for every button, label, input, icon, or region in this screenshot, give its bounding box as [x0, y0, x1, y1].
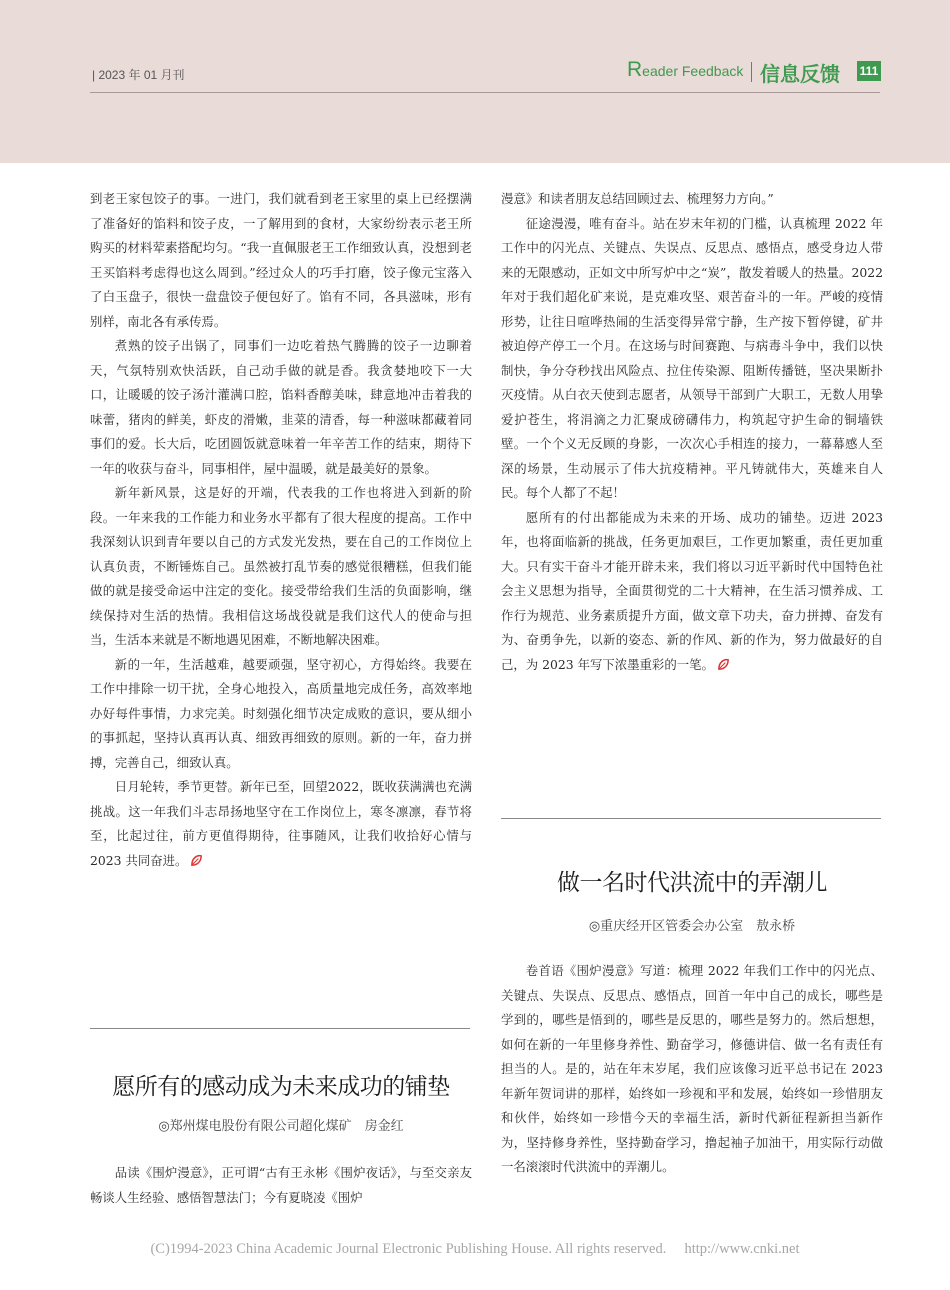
paragraph: 到老王家包饺子的事。一进门，我们就看到老王家里的桌上已经摆满了准备好的馅料和饺子皮，一了解用到的食材，大家纷纷表示老王所购买的材料荤素搭配均匀。“我一直佩服老王工作细致认真，没想到老王买馅料考虑得也这么周到。”经过众人的巧手打磨，饺子像元宝落入了白玉盘子，很快一盘盘饺子便包好了。馅有不同，各具滋味，形有别样，南北各有承传焉。	[90, 191, 472, 329]
paragraph: 卷首语《围炉漫意》写道：梳理 2022 年我们工作中的闪光点、关键点、失误点、反思点、感悟点，回首一年中自己的成长，哪些是学到的，哪些是悟到的，哪些是反思的，哪些是努力的。然后想想，如何在新的一年里修身养性、勤奋学习，修德讲信、做一名有责任有担当的人。是的，站在年末岁尾，我们应该像习近平总书记在 2023 年新年贺词讲的那样，始终如一珍视和平和发展，始终如一珍惜朋友和伙伴，始终如一珍惜今天的幸福生活，新时代新征程新担当新作为，坚持修身养性，坚持勤奋学习，撸起袖子加油干，用实际行动做一名滚滚时代洪流中的弄潮儿。	[501, 963, 883, 1174]
article2-intro	[90, 1161, 472, 1210]
right-column-bottom	[501, 959, 883, 1180]
section-divider	[751, 62, 752, 82]
paragraph: 新的一年，生活越难，越要顽强，坚守初心，方得始终。我要在工作中排除一切干扰，全身心地投入，高质量地完成任务，高效率地办好每件事情，力求完美。时刻强化细节决定成败的意识，要从细小的事抓起，坚持认真再认真、细致再细致的原则。新的一年，奋力拼搏，完善自己，细致认真。	[90, 656, 472, 770]
footer-copyright	[0, 1241, 950, 1258]
right-column-top	[501, 187, 883, 677]
article-divider	[501, 818, 881, 819]
paragraph: 征途漫漫，唯有奋斗。站在岁末年初的门槛，认真梳理 2022 年工作中的闪光点、关键点、失误点、反思点、感悟点，感受身边人带来的无限感动，正如文中所写炉中之“炭”，散发着暖人的热量。2022 年对于我们超化矿来说，是克难攻坚、艰苦奋斗的一年。严峻的疫情形势，让往日喧哗热闹的生活变得异常宁静，生产按下暂停键，矿井被迫停产停工一个月。在这场与时间赛跑、与病毒斗争中，我们以快制快，争分夺秒找出风险点、拉住传染源、阻断传播链，坚决果断扑灭疫情。从白衣天使到志愿者，从领导干部到广大职工，无数人用挚爱护苍生，将涓滴之力汇聚成磅礴伟力，构筑起守护生命的铜墙铁壁。一个个义无反顾的身影，一次次心手相连的接力，一幕幕感人至深的场景，生动展示了伟大抗疫精神。平凡铸就伟大，英雄来自人民。每个人都了不起！	[501, 215, 883, 500]
end-mark-icon	[190, 854, 203, 867]
issue-date: | 2023 年 01 月刊	[92, 68, 185, 82]
article2-title: 愿所有的感动成为未来成功的铺垫	[112, 1074, 450, 1100]
section-title-cn: 信息反馈	[760, 62, 840, 86]
paragraph: 漫意》和读者朋友总结回顾过去、梳理努力方向。”	[501, 191, 774, 206]
paragraph-text: 愿所有的付出都能成为未来的开场、成功的铺垫。迈进 2023 年，也将面临新的挑战，任务更加艰巨，工作更加繁重，责任更加重大。只有实干奋斗才能开辟未来，我们将以习近平新时代中国特色社会主义思想为指导，全面贯彻党的二十大精神，在生活习惯养成、工作行为规范、业务素质提升方面，做文章下功夫，奋力拼搏、奋发有为、奋勇争先，以新的姿态、新的作风、新的作为，努力做最好的自己，为 2023 年写下浓墨重彩的一笔。	[501, 509, 883, 672]
paragraph-text: 日月轮转，季节更替。新年已至，回望2022，既收获满满也充满挑战。这一年我们斗志昂扬地坚守在工作岗位上，寒冬凛凛，春节将至，比起过往，前方更值得期待，往事随风，让我们收拾好心情与 2023 共同奋进。	[90, 779, 472, 868]
section-title-en	[627, 58, 743, 82]
section-title-initial: R	[627, 58, 643, 81]
left-column	[90, 187, 472, 873]
footer-url[interactable]: http://www.cnki.net	[684, 1241, 800, 1257]
copyright-text: (C)1994-2023 China Academic Journal Electronic Publishing House. All rights reserved.	[150, 1241, 667, 1257]
article3-title: 做一名时代洪流中的弄潮儿	[557, 870, 827, 896]
paragraph: 煮熟的饺子出锅了，同事们一边吃着热气腾腾的饺子一边聊着天，气氛特别欢快活跃，自己动手做的就是香。我贪婪地咬下一大口，让暖暖的饺子汤汁灌满口腔，馅料香醇美味，肆意地冲击着我的味蕾，猪肉的鲜美，虾皮的滑嫩，韭菜的清香，每一种滋味都藏着同事们的爱。长大后，吃团圆饭就意味着一年辛苦工作的结束，期待下一年的收获与奋斗，同事相伴，屋中温暖，就是最美好的景象。	[90, 338, 472, 476]
paragraph: 新年新风景，这是好的开端，代表我的工作也将进入到新的阶段。一年来我的工作能力和业务水平都有了很大程度的提高。工作中我深刻认识到青年要以自己的方式发光发热，要在自己的工作岗位上认真负责，不断锤炼自己。虽然被打乱节奏的感觉很糟糕，但我们能做的就是接受命运中注定的变化。接受带给我们生活的负面影响，继续保持对生活的热情。我相信这场战役就是我们这代人的使命与担当，生活本来就是不断地遇见困难，不断地解决困难。	[90, 485, 472, 647]
article-divider	[90, 1028, 470, 1029]
article3-author: ◎重庆经开区管委会办公室 敖永桥	[588, 919, 796, 934]
section-title-rest: eader Feedback	[642, 63, 744, 79]
paragraph: 品读《围炉漫意》，正可谓“古有王永彬《围炉夜话》，与至交亲友畅谈人生经验、感悟智慧法门；今有夏晓凌《围炉	[90, 1165, 472, 1205]
article2-author: ◎郑州煤电股份有限公司超化煤矿 房金红	[158, 1119, 404, 1134]
header-rule	[90, 92, 880, 93]
end-mark-icon	[717, 658, 730, 671]
page-number: 111	[857, 61, 881, 81]
paragraph-last	[501, 506, 883, 678]
paragraph-last	[90, 775, 472, 873]
